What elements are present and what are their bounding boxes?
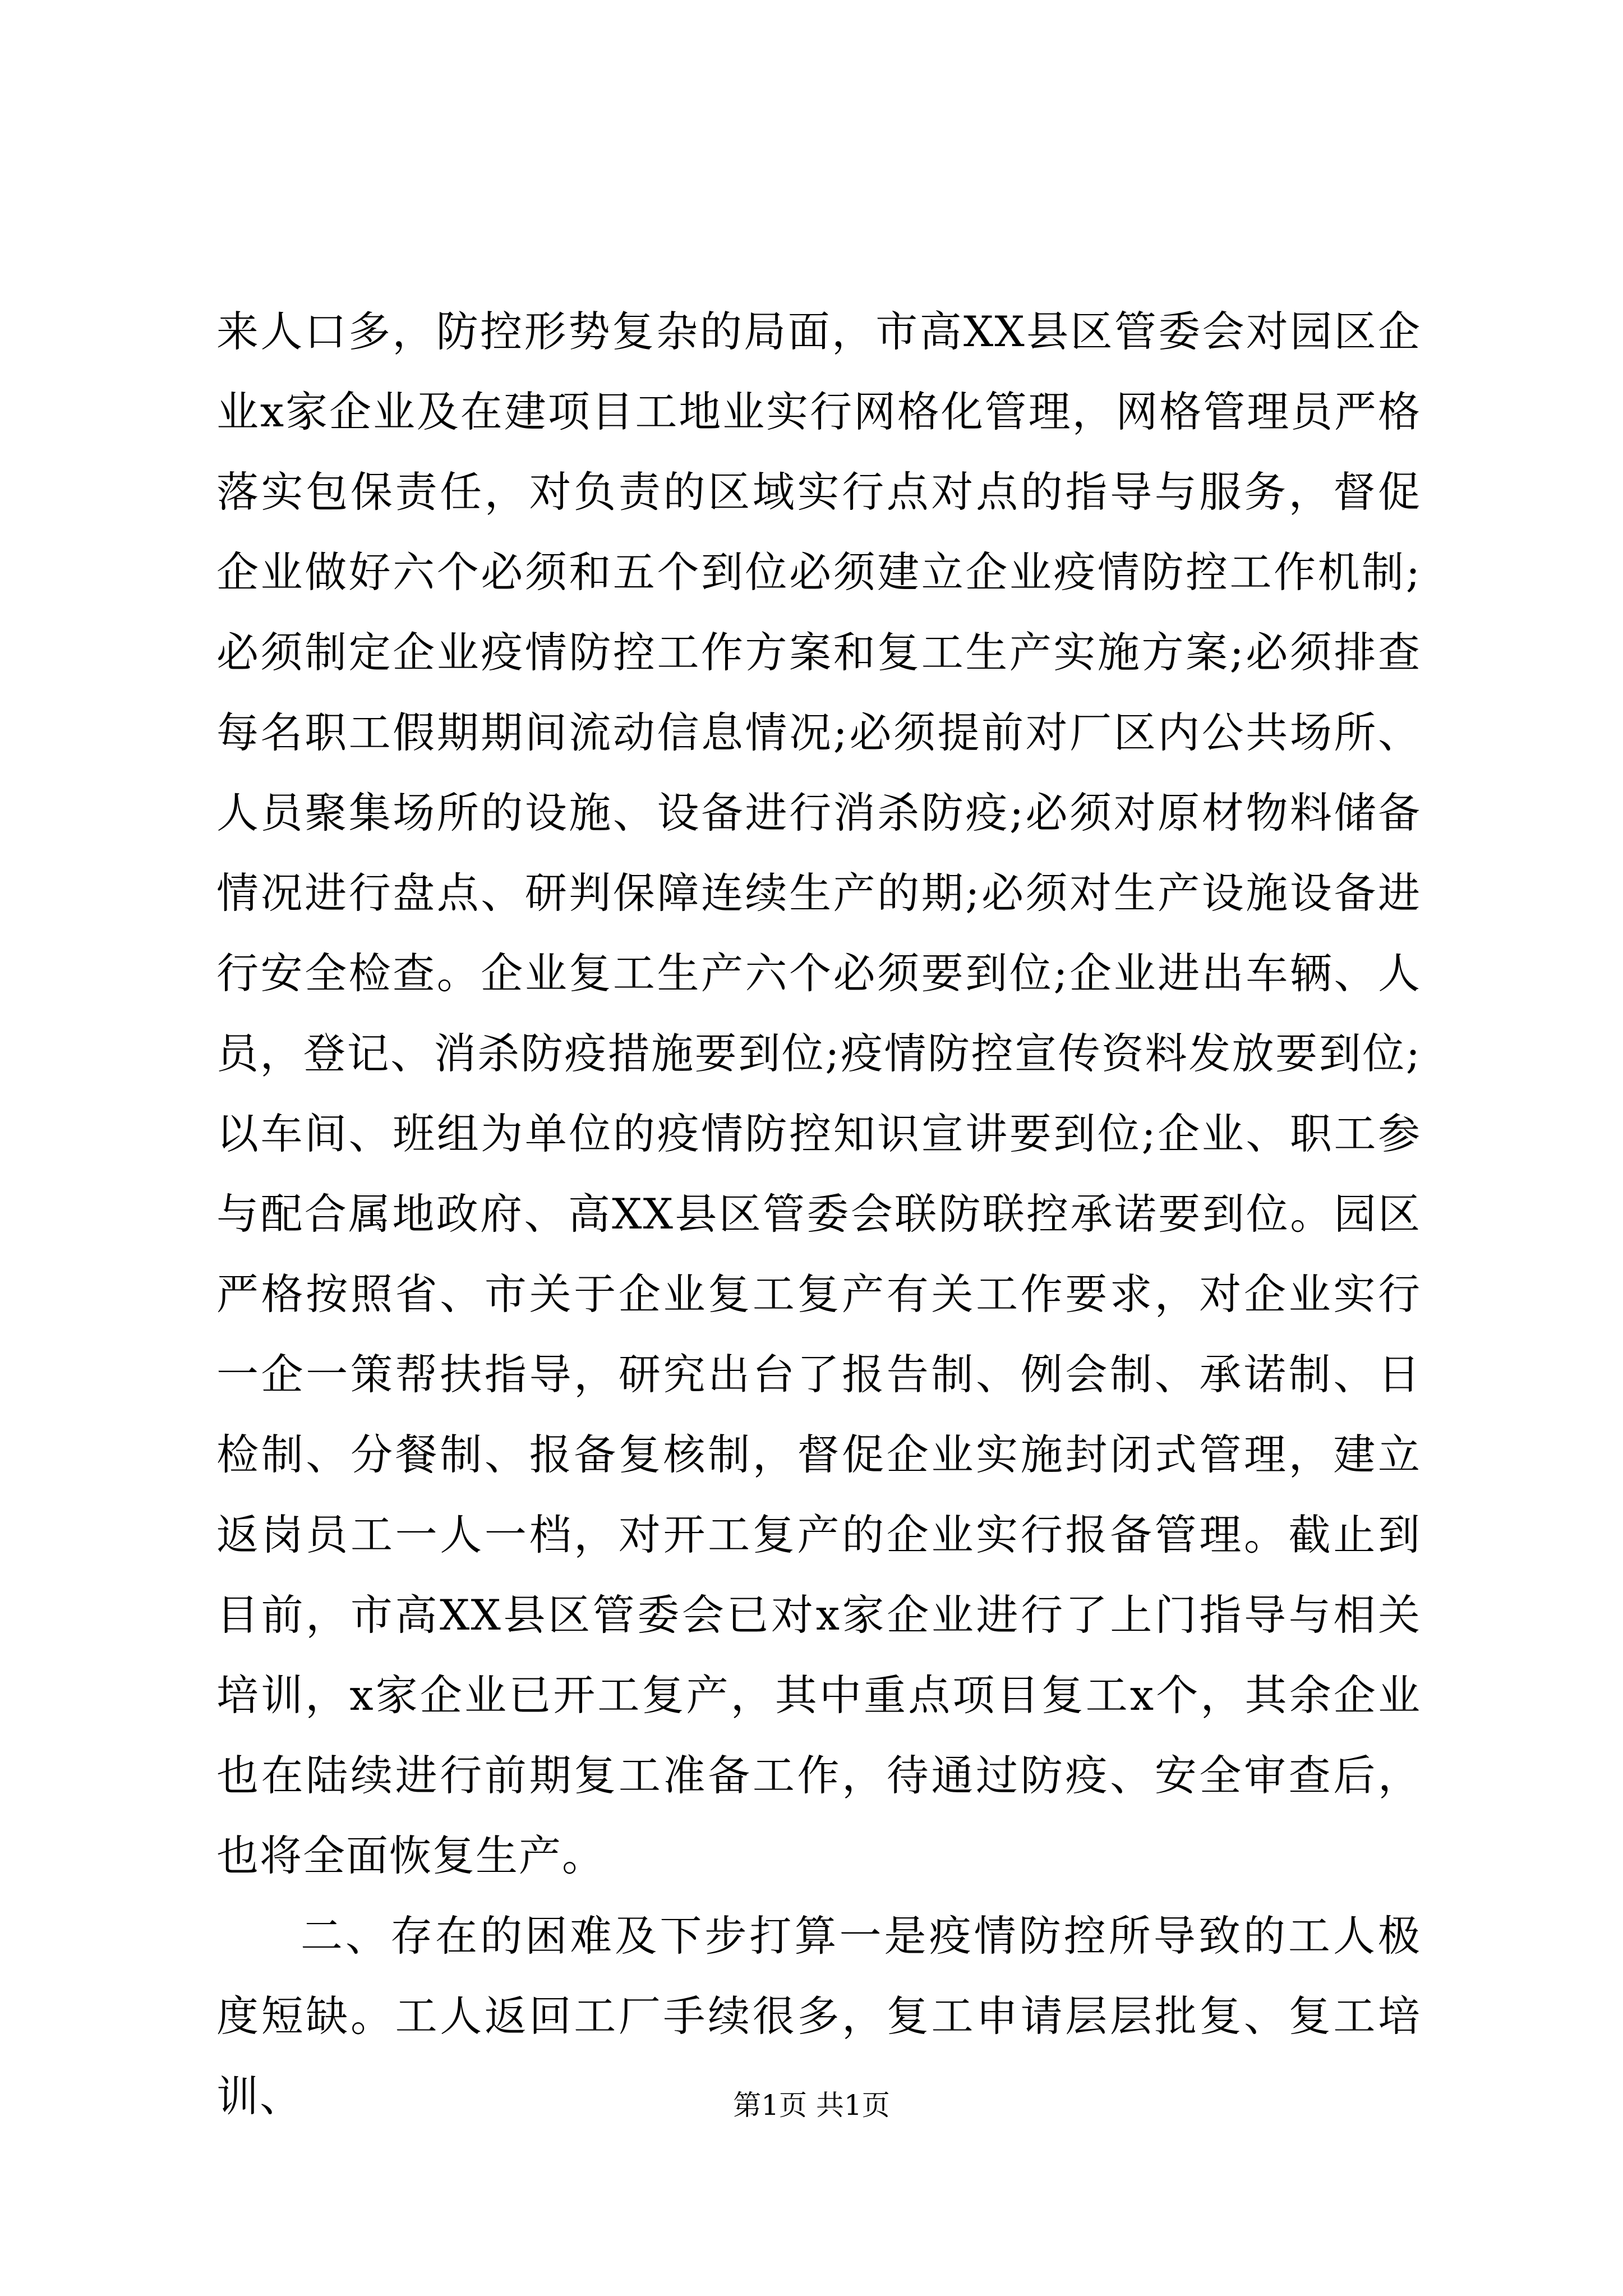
paragraph-2: 二、存在的困难及下步打算一是疫情防控所导致的工人极度短缺。工人返回工厂手续很多，复工申请层层批复、复工培训、 xyxy=(216,1911,1421,2121)
document-body xyxy=(216,292,1421,2137)
page-footer: 第1页 共1页 xyxy=(733,2089,890,2122)
paragraph-1: 来人口多，防控形势复杂的局面，市高XX县区管委会对园区企业x家企业及在建项目工地业实行网格化管理，网格管理员严格落实包保责任，对负责的区域实行点对点的指导与服务，督促企业做好六个必须和五个到位必须建立企业疫情防控工作机制;必须制定企业疫情防控工作方案和复工生产实施方案;必须排查每名职工假期期间流动信息情况;必须提前对厂区内公共场所、人员聚集场所的设施、设备进行消杀防疫;必须对原材物料储备情况进行盘点、研判保障连续生产的期;必须对生产设施设备进行安全检查。企业复工生产六个必须要到位;企业进出车辆、人员，登记、消杀防疫措施要到位;疫情防控宣传资料发放要到位;以车间、班组为单位的疫情防控知识宣讲要到位;企业、职工参与配合属地政府、高XX县区管委会联防联控承诺要到位。园区严格按照省、市关于企业复工复产有关工作要求，对企业实行一企一策帮扶指导，研究出台了报告制、例会制、承诺制、日检制、分餐制、报备复核制，督促企业实施封闭式管理，建立返岗员工一人一档，对开工复产的企业实行报备管理。截止到目前，市高XX县区管委会已对x家企业进行了上门指导与相关培训，x家企业已开工复产，其中重点项目复工x个，其余企业也在陆续进行前期复工准备工作，待通过防疫、安全审查后，也将全面恢复生产。 xyxy=(216,307,1421,1880)
